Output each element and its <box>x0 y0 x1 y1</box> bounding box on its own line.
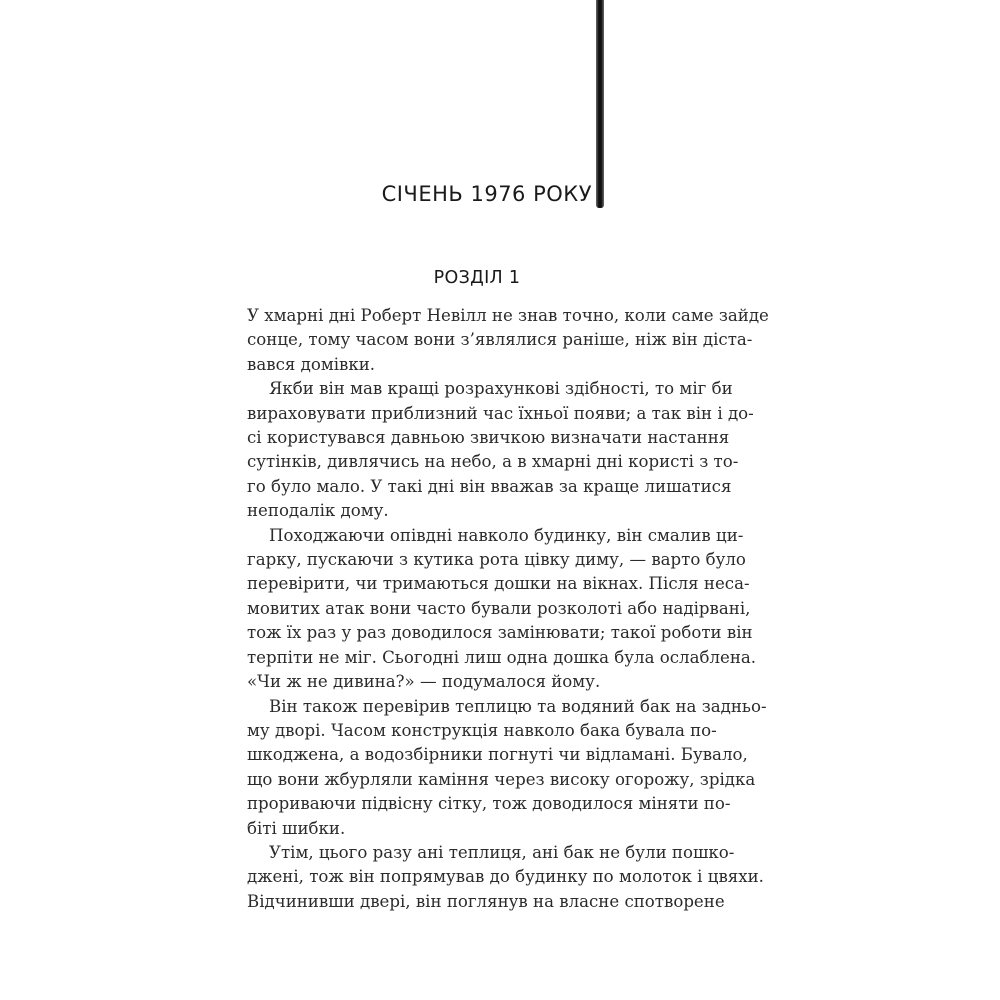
text-line: го було мало. У такі дні він вважав за краще лишатися <box>247 476 732 496</box>
text-line: Відчинивши двері, він поглянув на власне спотворене <box>247 891 725 911</box>
text-line: гарку, пускаючи з кутика рота цівку диму, — варто було <box>247 550 746 570</box>
text-line: що вони жбурляли каміння через високу огорожу, зрідка <box>247 769 756 789</box>
text-line: сонце, тому часом вони з’являлися раніше, ніж він діста- <box>247 330 753 350</box>
text-line: тож їх раз у раз доводилося замінювати; такої роботи він <box>247 623 753 643</box>
text-line: вираховувати приблизний час їхньої появи; а так він і до- <box>247 403 754 423</box>
text-line: джені, тож він попрямував до будинку по молоток і цвяхи. <box>247 867 764 887</box>
text-line: вався домівки. <box>247 354 376 374</box>
text-line: сутінків, дивлячись на небо, а в хмарні дні користі з то- <box>247 452 739 472</box>
text-line: прориваючи підвісну сітку, тож доводилося міняти по- <box>247 794 731 814</box>
text-line: Походжаючи опівдні навколо будинку, він смалив ци- <box>269 525 744 545</box>
text-line: Утім, цього разу ані теплиця, ані бак не були пошко- <box>269 842 735 862</box>
chapter-title: РОЗДІЛ 1 <box>433 268 521 288</box>
text-line: біті шибки. <box>247 818 346 838</box>
text-line: сі користувався давньою звичкою визначати настання <box>247 428 730 448</box>
text-line: мовитих атак вони часто бували розколоті або надірвані, <box>247 598 751 618</box>
body-text <box>247 304 769 914</box>
text-line: перевірити, чи тримаються дошки на вікнах. Після неса- <box>247 574 750 594</box>
text-line: У хмарні дні Роберт Невілл не знав точно, коли саме зайде <box>247 306 769 325</box>
text-line: «Чи ж не дивина?» — подумалося йому. <box>247 672 601 692</box>
text-line: Якби він мав кращі розрахункові здібності, то міг би <box>269 379 733 399</box>
text-line: Він також перевірив теплицю та водяний бак на задньо- <box>269 696 767 716</box>
vertical-rule-decoration <box>596 0 604 208</box>
text-line: терпіти не міг. Сьогодні лиш одна дошка була ослаблена. <box>247 647 757 667</box>
text-line: шкоджена, а водозбірники погнуті чи відламані. Бувало, <box>247 745 748 765</box>
part-title: СІЧЕНЬ 1976 РОКУ <box>381 182 592 206</box>
text-line: му дворі. Часом конструкція навколо бака бувала по- <box>247 720 717 740</box>
text-line: неподалік дому. <box>247 501 389 521</box>
